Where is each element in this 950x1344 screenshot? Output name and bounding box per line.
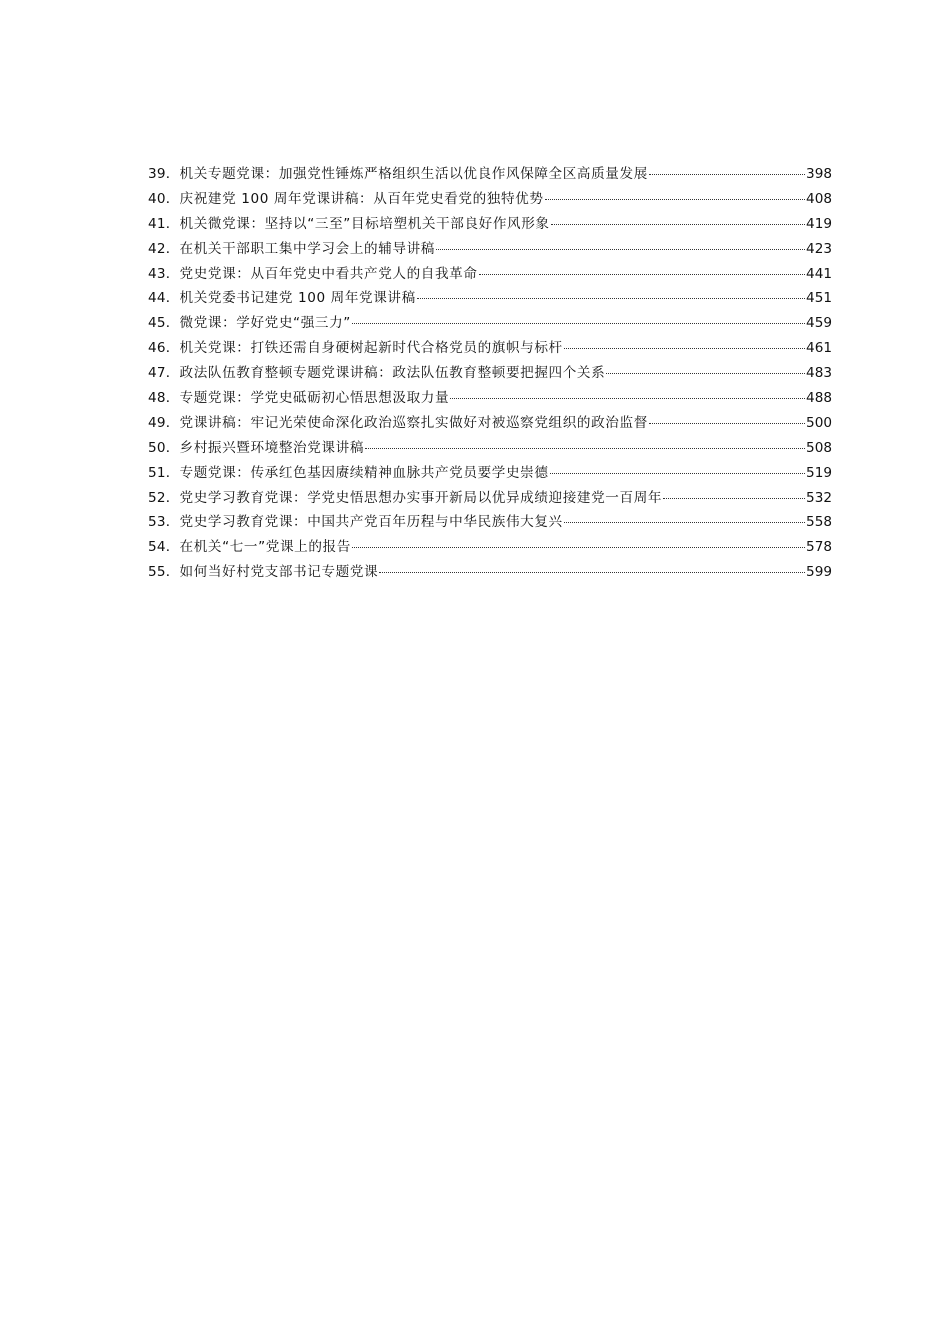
toc-entry[interactable] [148, 411, 832, 436]
toc-entry[interactable] [148, 187, 832, 212]
toc-entry-page: 500 [806, 414, 832, 431]
toc-entry-number: 49． [148, 414, 180, 431]
dot-leader [550, 469, 806, 474]
toc-entry-title: 庆祝建党 100 周年党课讲稿：从百年党史看党的独特优势 [179, 190, 544, 207]
toc-entry-title: 机关党委书记建党 100 周年党课讲稿 [179, 290, 416, 307]
toc-entry-number: 45． [148, 315, 180, 332]
toc-entry[interactable] [148, 237, 832, 262]
toc-entry-page: 398 [806, 166, 832, 182]
toc-entry-title: 乡村振兴暨环境整治党课讲稿 [179, 439, 365, 456]
dot-leader [649, 419, 805, 424]
dot-leader [436, 245, 805, 250]
toc-entry-title: 机关党课：打铁还需自身硬树起新时代合格党员的旗帜与标杆 [179, 340, 563, 357]
toc-entry-page: 408 [806, 190, 832, 207]
toc-entry-title: 在机关“七一”党课上的报告 [179, 539, 351, 556]
dot-leader [606, 369, 805, 374]
toc-entry-title: 在机关干部职工集中学习会上的辅导讲稿 [179, 240, 435, 257]
toc-entry-page: 459 [806, 315, 832, 332]
dot-leader [545, 195, 806, 200]
toc-entry-page: 451 [806, 290, 832, 307]
toc-entry-number: 42． [148, 240, 180, 257]
dot-leader [663, 494, 805, 499]
dot-leader [649, 170, 805, 175]
toc-entry-title: 机关微党课：坚持以“三至”目标培塑机关干部良好作风形象 [179, 215, 550, 232]
toc-entry-number: 48． [148, 390, 180, 407]
toc-entry-title: 机关专题党课：加强党性锤炼严格组织生活以优良作风保障全区高质量发展 [179, 166, 648, 182]
toc-entry-number: 51． [148, 464, 180, 481]
toc-entry-title: 专题党课：学党史砥砺初心悟思想汲取力量 [179, 390, 450, 407]
toc-entry[interactable] [148, 560, 832, 585]
toc-entry-number: 41． [148, 215, 180, 232]
toc-entry[interactable] [148, 436, 832, 461]
toc-entry-page: 599 [806, 564, 832, 581]
toc-entry-title: 如何当好村党支部书记专题党课 [179, 564, 379, 581]
toc-entry[interactable] [148, 212, 832, 237]
toc-entry-page: 558 [806, 514, 832, 531]
toc-entry[interactable] [148, 336, 832, 361]
toc-entry[interactable] [148, 162, 832, 187]
toc-entry[interactable] [148, 286, 832, 311]
toc-entry-page: 578 [806, 539, 832, 556]
toc-entry-page: 508 [806, 439, 832, 456]
toc-entry-number: 47． [148, 365, 180, 382]
toc-entry-title: 专题党课：传承红色基因赓续精神血脉共产党员要学史崇德 [179, 464, 549, 481]
toc-entry-title: 党史党课：从百年党史中看共产党人的自我革命 [179, 265, 478, 282]
dot-leader [379, 568, 805, 573]
toc-entry-page: 483 [806, 365, 832, 382]
toc-entry-title: 党史学习教育党课：学党史悟思想办实事开新局以优异成绩迎接建党一百周年 [179, 489, 663, 506]
toc-entry-number: 55． [148, 564, 180, 581]
toc-entry[interactable] [148, 510, 832, 535]
toc-entry-page: 519 [806, 464, 832, 481]
toc-entry-number: 39． [148, 166, 180, 182]
toc-entry[interactable] [148, 361, 832, 386]
dot-leader [365, 444, 805, 449]
dot-leader [352, 319, 805, 324]
toc-entry-page: 488 [806, 390, 832, 407]
toc-entry-number: 52． [148, 489, 180, 506]
toc-entry[interactable] [148, 461, 832, 486]
dot-leader [564, 344, 805, 349]
toc-entry[interactable] [148, 311, 832, 336]
toc-entry-title: 政法队伍教育整顿专题党课讲稿：政法队伍教育整顿要把握四个关系 [179, 365, 606, 382]
toc-entry-number: 46． [148, 340, 180, 357]
toc-entry-number: 54． [148, 539, 180, 556]
dot-leader [479, 270, 805, 275]
toc-entry[interactable] [148, 535, 832, 560]
toc-entry[interactable] [148, 486, 832, 511]
dot-leader [450, 394, 805, 399]
toc-entry-page: 532 [806, 489, 832, 506]
toc-entry-title: 微党课：学好党史“强三力” [179, 315, 351, 332]
toc-entry-page: 419 [806, 215, 832, 232]
table-of-contents [148, 162, 832, 585]
toc-entry-title: 党史学习教育党课：中国共产党百年历程与中华民族伟大复兴 [179, 514, 563, 531]
toc-entry-number: 53． [148, 514, 180, 531]
toc-entry-page: 423 [806, 240, 832, 257]
dot-leader [352, 543, 805, 548]
toc-entry-title: 党课讲稿：牢记光荣使命深化政治巡察扎实做好对被巡察党组织的政治监督 [179, 414, 648, 431]
dot-leader [564, 518, 805, 523]
toc-entry-number: 44． [148, 290, 180, 307]
dot-leader [551, 220, 805, 225]
toc-entry-page: 441 [806, 265, 832, 282]
toc-entry-number: 40． [148, 190, 180, 207]
toc-entry-page: 461 [806, 340, 832, 357]
dot-leader [417, 294, 805, 299]
toc-entry[interactable] [148, 262, 832, 287]
toc-entry-number: 50． [148, 439, 180, 456]
toc-entry-number: 43． [148, 265, 180, 282]
toc-entry[interactable] [148, 386, 832, 411]
